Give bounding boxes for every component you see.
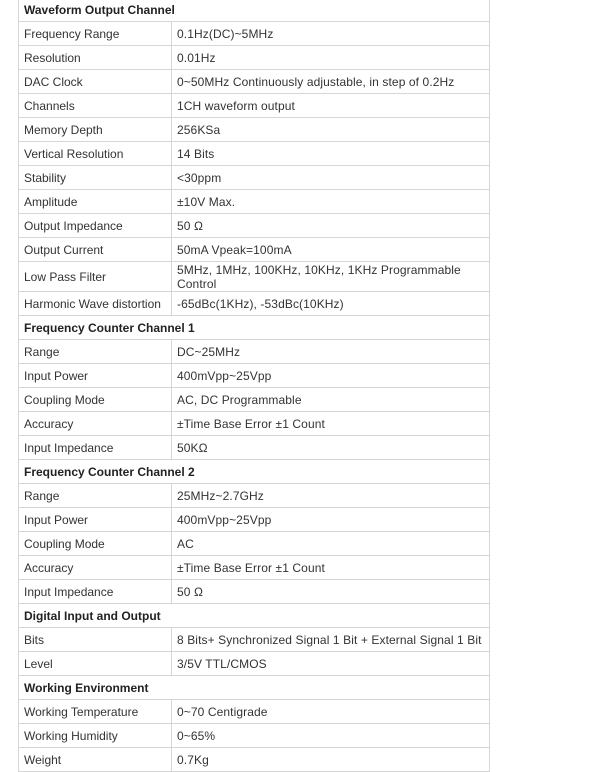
spec-row [19, 580, 490, 604]
spec-label: Coupling Mode [19, 388, 172, 412]
spec-row [19, 364, 490, 388]
spec-label: Input Impedance [19, 580, 172, 604]
spec-value: 0~65% [172, 724, 490, 748]
spec-value: 14 Bits [172, 142, 490, 166]
section-header-frequency-counter-2 [19, 460, 490, 484]
section-title: Working Environment [19, 676, 490, 700]
spec-row [19, 214, 490, 238]
spec-row [19, 700, 490, 724]
spec-label: Working Humidity [19, 724, 172, 748]
spec-value: 25MHz~2.7GHz [172, 484, 490, 508]
spec-value: 0~50MHz Continuously adjustable, in step of 0.2Hz [172, 70, 490, 94]
section-title: Waveform Output Channel [19, 0, 490, 22]
section-header-digital-io [19, 604, 490, 628]
spec-label: Low Pass Filter [19, 262, 172, 292]
spec-label: Range [19, 340, 172, 364]
section-title: Frequency Counter Channel 2 [19, 460, 490, 484]
spec-row [19, 262, 490, 292]
spec-value: 256KSa [172, 118, 490, 142]
spec-row [19, 70, 490, 94]
spec-value: AC [172, 532, 490, 556]
spec-row [19, 340, 490, 364]
spec-value: DC~25MHz [172, 340, 490, 364]
spec-value: 1CH waveform output [172, 94, 490, 118]
spec-value: 5MHz, 1MHz, 100KHz, 10KHz, 1KHz Programmable Control [172, 262, 490, 292]
spec-label: Harmonic Wave distortion [19, 292, 172, 316]
spec-value: 400mVpp~25Vpp [172, 364, 490, 388]
spec-label: Level [19, 652, 172, 676]
spec-value: 400mVpp~25Vpp [172, 508, 490, 532]
spec-label: Output Current [19, 238, 172, 262]
spec-value: 0.1Hz(DC)~5MHz [172, 22, 490, 46]
spec-label: Stability [19, 166, 172, 190]
spec-row [19, 238, 490, 262]
spec-row [19, 412, 490, 436]
spec-row [19, 292, 490, 316]
spec-value: 0.01Hz [172, 46, 490, 70]
spec-label: DAC Clock [19, 70, 172, 94]
spec-row [19, 22, 490, 46]
spec-label: Amplitude [19, 190, 172, 214]
spec-row [19, 46, 490, 70]
spec-label: Input Impedance [19, 436, 172, 460]
spec-value: 8 Bits+ Synchronized Signal 1 Bit + External Signal 1 Bit [172, 628, 490, 652]
spec-label: Input Power [19, 364, 172, 388]
spec-label: Coupling Mode [19, 532, 172, 556]
spec-value: -65dBc(1KHz), -53dBc(10KHz) [172, 292, 490, 316]
section-header-frequency-counter-1 [19, 316, 490, 340]
spec-value: 0.7Kg [172, 748, 490, 772]
spec-label: Accuracy [19, 556, 172, 580]
section-header-waveform-output [19, 0, 490, 22]
section-title: Frequency Counter Channel 1 [19, 316, 490, 340]
spec-label: Range [19, 484, 172, 508]
spec-label: Memory Depth [19, 118, 172, 142]
spec-label: Accuracy [19, 412, 172, 436]
spec-row [19, 436, 490, 460]
section-title: Digital Input and Output [19, 604, 490, 628]
spec-row [19, 628, 490, 652]
spec-row [19, 532, 490, 556]
spec-row [19, 748, 490, 772]
spec-label: Channels [19, 94, 172, 118]
spec-row [19, 190, 490, 214]
spec-row [19, 508, 490, 532]
spec-value: ±Time Base Error ±1 Count [172, 412, 490, 436]
spec-value: 50KΩ [172, 436, 490, 460]
specifications-table-body [19, 0, 490, 772]
spec-label: Working Temperature [19, 700, 172, 724]
spec-row [19, 724, 490, 748]
spec-row [19, 94, 490, 118]
spec-label: Weight [19, 748, 172, 772]
spec-row [19, 484, 490, 508]
spec-value: 50 Ω [172, 580, 490, 604]
spec-label: Bits [19, 628, 172, 652]
spec-value: 0~70 Centigrade [172, 700, 490, 724]
spec-row [19, 388, 490, 412]
spec-row [19, 166, 490, 190]
spec-value: 3/5V TTL/CMOS [172, 652, 490, 676]
spec-row [19, 556, 490, 580]
spec-label: Vertical Resolution [19, 142, 172, 166]
spec-row [19, 652, 490, 676]
spec-value: <30ppm [172, 166, 490, 190]
spec-label: Resolution [19, 46, 172, 70]
spec-label: Output Impedance [19, 214, 172, 238]
spec-value: 50mA Vpeak=100mA [172, 238, 490, 262]
spec-label: Frequency Range [19, 22, 172, 46]
spec-label: Input Power [19, 508, 172, 532]
spec-value: AC, DC Programmable [172, 388, 490, 412]
spec-row [19, 142, 490, 166]
spec-row [19, 118, 490, 142]
spec-value: ±10V Max. [172, 190, 490, 214]
section-header-working-environment [19, 676, 490, 700]
spec-value: ±Time Base Error ±1 Count [172, 556, 490, 580]
specifications-table [18, 0, 490, 772]
spec-value: 50 Ω [172, 214, 490, 238]
